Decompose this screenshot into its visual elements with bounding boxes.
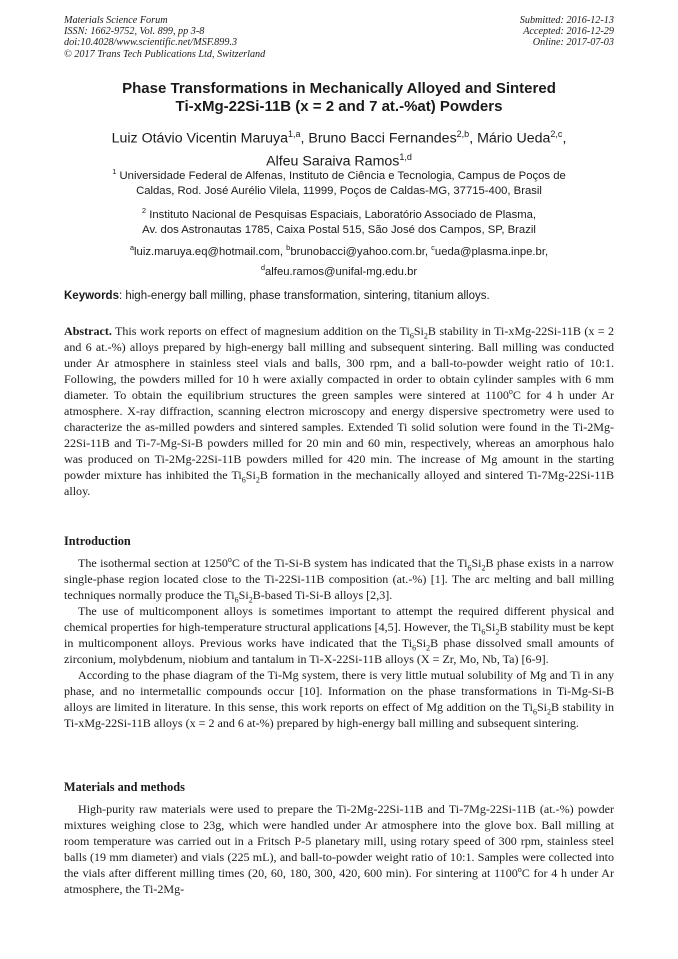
subscript: 2 <box>255 475 260 485</box>
copyright-line: © 2017 Trans Tech Publications Ltd, Switzerland <box>64 48 266 60</box>
abstract-text: C for 4 h under Ar atmosphere. X-ray diffraction, scanning electron microscopy and energy dispersive spectrometry were used to characterize the as-milled powders and sintered samples. Extended Ti solid solution were found in the Ti-2Mg-22Si-11B and Ti-7-Mg-Si-B powders milled for 20 min and 60 min, respectively, whereas an amorphous halo was produced on Ti-2Mg-22Si-11B powders milled for 420 min. The increase of Mg amount in the starting powder mixture has inhibited the Ti <box>64 388 614 483</box>
author-1-sup: 1,a <box>288 129 301 139</box>
subscript: 2 <box>547 707 551 717</box>
para-text: Si <box>238 588 249 603</box>
degree-sup: o <box>227 554 232 564</box>
subscript: 6 <box>241 475 246 485</box>
submission-dates <box>520 15 614 49</box>
author-2: Bruno Bacci Fernandes <box>308 130 457 147</box>
introduction-heading: Introduction <box>64 534 131 548</box>
abstract <box>64 323 614 500</box>
journal-info <box>64 15 265 60</box>
keywords <box>64 289 614 303</box>
subscript: 2 <box>481 563 486 573</box>
para-text: The isothermal section at 1250 <box>78 556 228 570</box>
issn-line: ISSN: 1662-9752, Vol. 899, pp 3-8 <box>64 26 205 38</box>
subscript: 6 <box>409 331 414 341</box>
email-a[interactable]: luiz.maruya.eq@hotmail.com, <box>134 245 283 258</box>
subscript: 6 <box>412 643 417 653</box>
email-b-sup: b <box>286 243 291 252</box>
para-text: B-based Ti-Si-B alloys [2,3]. <box>252 588 393 603</box>
subscript: 6 <box>467 563 472 573</box>
subscript: 6 <box>481 627 486 637</box>
author-3-sup: 2,c <box>550 129 563 139</box>
intro-paragraph-1 <box>64 555 614 603</box>
author-4: Alfeu Saraiva Ramos <box>266 153 400 170</box>
journal-name: Materials Science Forum <box>64 15 168 26</box>
subscript: 2 <box>248 595 253 605</box>
intro-paragraph-3 <box>64 667 614 731</box>
affiliation-1-number: 1 <box>112 167 117 176</box>
para-text: B phase exists in a narrow single-phase region located close to the Ti-22Si-11B composition (at.-%) [1]. The arc melting and ball milling techniques normally produce the Ti <box>64 556 614 603</box>
affiliation-2-line-1: Instituto Nacional de Pesquisas Espaciais, Laboratório Associado de Plasma, <box>149 208 537 221</box>
subscript: 2 <box>423 331 428 341</box>
subscript: 6 <box>234 595 239 605</box>
para-text: C of the Ti-Si-B system has indicated that the Ti <box>231 556 468 570</box>
degree-sup: o <box>517 865 522 875</box>
abstract-text: Si <box>245 468 256 483</box>
affiliation-2-number: 2 <box>141 206 147 215</box>
author-2-sup: 2,b <box>456 129 470 139</box>
affiliation-2-line-2: Av. dos Astronautas 1785, Caixa Postal 515, São José dos Campos, SP, Brazil <box>142 224 536 237</box>
affiliation-1 <box>48 164 630 200</box>
author-1: Luiz Otávio Vicentin Maruya <box>111 130 288 147</box>
para-text: Si <box>536 700 547 715</box>
paper-title <box>40 80 638 116</box>
introduction-body <box>64 555 614 732</box>
email-c[interactable]: ueda@plasma.inpe.br, <box>434 245 549 258</box>
subscript: 2 <box>426 643 431 653</box>
degree-sup: o <box>508 387 513 397</box>
subscript: 2 <box>495 627 500 637</box>
title-line-2: Ti-xMg-22Si-11B (x = 2 and 7 at.-%at) Powders <box>175 98 503 115</box>
methods-body <box>64 801 614 897</box>
affiliation-1-line-1: Universidade Federal de Alfenas, Instituto de Ciência e Tecnologia, Campus de Poços de <box>119 169 566 182</box>
abstract-text: This work reports on effect of magnesium addition on the Ti <box>111 324 410 338</box>
para-text: Si <box>471 556 482 570</box>
author-4-sup: 1,d <box>399 151 412 162</box>
para-text: C for 4 h under Ar atmosphere, the Ti-2Mg- <box>64 866 615 897</box>
para-text: Si <box>416 636 427 651</box>
abstract-label: Abstract. <box>64 324 112 338</box>
email-d-sup: d <box>260 263 266 273</box>
author-3: Mário Ueda <box>477 130 551 147</box>
intro-paragraph-2 <box>64 603 614 667</box>
para-text: Si <box>485 620 496 635</box>
title-line-1: Phase Transformations in Mechanically Alloyed and Sintered <box>122 80 556 97</box>
abstract-text: Si <box>413 324 424 338</box>
author-list: Luiz Otávio Vicentin Maruya$^{1,a}$, Bruno Bacci Fernandes$^{2,b}$, Mário Ueda$^{2,c}$, Alfeu Saraiva Ramos$^{1,d}$ <box>111 129 567 170</box>
para-text: B stability in Ti-xMg-22Si-11B alloys (x = 2 and 6 at-%) prepared by high-energy ball milling and subsequent sintering. <box>64 700 614 731</box>
methods-heading: Materials and methods <box>64 780 185 794</box>
methods-paragraph-1 <box>64 801 614 897</box>
author-emails <box>48 240 630 280</box>
email-d[interactable]: alfeu.ramos@unifal-mg.edu.br <box>265 265 418 278</box>
abstract-text: B formation in the mechanically alloyed and sintered Ti-7Mg-22Si-11B alloy. <box>64 468 614 499</box>
online-date: Online: 2017-07-03 <box>532 37 614 49</box>
subscript: 6 <box>532 707 537 717</box>
doi-line: doi:10.4028/www.scientific.net/MSF.899.3 <box>64 37 238 49</box>
abstract-text: B stability in Ti-xMg-22Si-11B (x = 2 and 6 at.-%) alloys prepared by high-energy ball milling and subsequent sintering. Ball milling was conducted under Ar atmosphere in stainless steel vials and balls, 300 rpm, and a ball-to-powder weight ratio of 10:1. Following, the powders milled for 10 h were axially compacted in order to obtain cylinder samples with 6 mm diameter. To obtain the equilibrium structures the green samples were sintered at 1100 <box>64 324 614 403</box>
keywords-label: Keywords <box>64 290 119 302</box>
para-text: The use of multicomponent alloys is sometimes important to attempt the required different physical and chemical properties for high-temperature structural applications [4,5]. However, the Ti <box>64 604 614 635</box>
accepted-date: Accepted: 2016-12-29 <box>523 26 614 38</box>
email-b[interactable]: brunobacci@yahoo.com.br, <box>290 245 429 258</box>
para-text: B stability must be kept in multicomponent alloys. Previous works have indicated that the Ti <box>64 620 614 651</box>
para-text: According to the phase diagram of the Ti-Mg system, there is very little mutual solubility of Mg and Ti in any phase, and no intermetallic compounds occur [10]. Information on the phase transformations in Ti-Mg-Si-B alloys are limited in literature. In this sense, this work reports on effect of Mg addition on the Ti <box>64 668 614 715</box>
para-text: High-purity raw materials were used to prepare the Ti-2Mg-22Si-11B and Ti-7Mg-22Si-11B (at.-%) powder mixtures weighing close to 23g, which were handled under Ar atmosphere into the glove box. Ball milling at room temperature was carried out in a Fritsch P-5 planetary mill, using rotary speed of 300 rpm, stainless steel balls (19 mm diameter) and vials (225 mL), and ball-to-powder weight ratio of 10:1. Samples were collected into the vials after different milling times (20, 60, 180, 300, 420, 600 min). For sintering at 1100 <box>64 802 614 881</box>
affiliation-1-line-2: Caldas, Rod. José Aurélio Vilela, 11999, Poços de Caldas-MG, 37715-400, Brasil <box>136 185 542 198</box>
para-text: B phase dissolved small amounts of zirconium, molybdenum, niobium and tantalum in Ti-X-22Si-11B alloys (X = Zr, Mo, Nb, Ta) [6-9]. <box>64 636 615 667</box>
email-c-sup: c <box>431 243 435 252</box>
keywords-text: : high-energy ball milling, phase transformation, sintering, titanium alloys. <box>118 290 490 302</box>
affiliation-2 <box>48 203 630 239</box>
email-a-sup: a <box>129 243 135 252</box>
submitted-date: Submitted: 2016-12-13 <box>519 15 614 26</box>
